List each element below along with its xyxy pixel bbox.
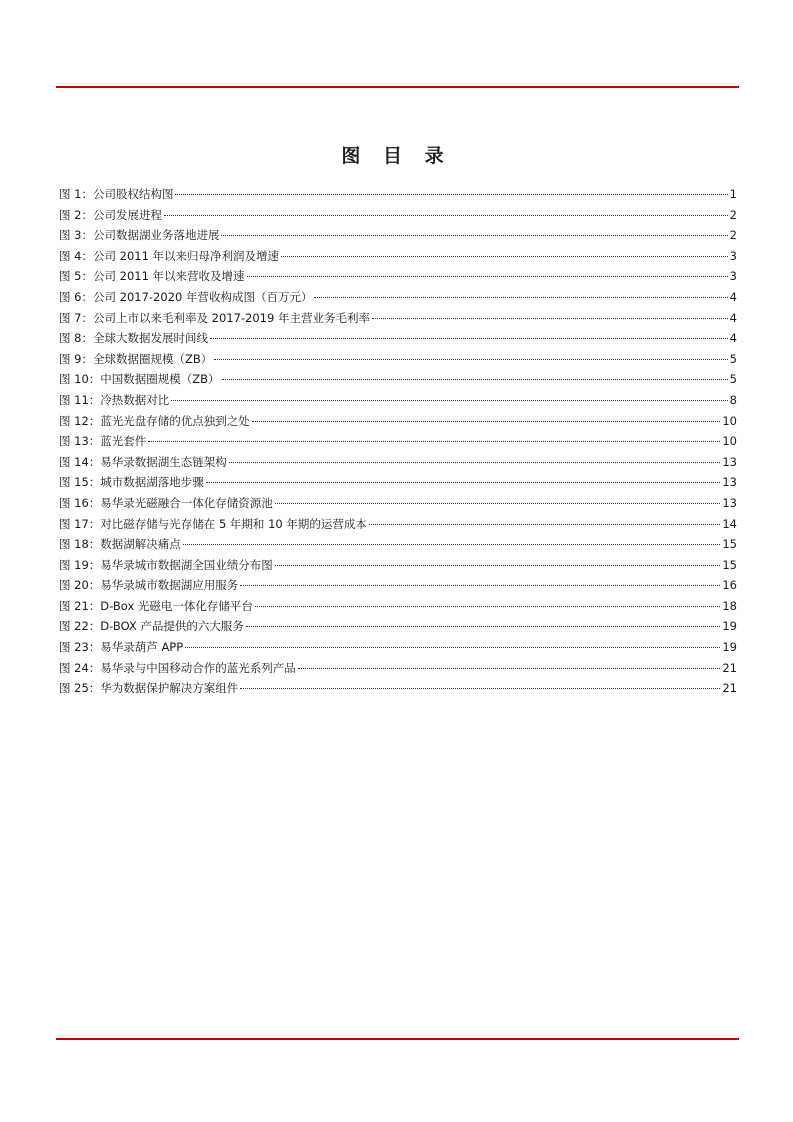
toc-entry-page-number: 15 xyxy=(722,557,737,572)
toc-entry-label: 图 8：全球大数据发展时间线 xyxy=(59,331,208,346)
toc-entry-label: 图 11：冷热数据对比 xyxy=(59,392,170,407)
dot-leader xyxy=(255,606,720,607)
dot-leader xyxy=(252,421,721,422)
toc-entry[interactable] xyxy=(59,433,737,454)
toc-entry-page-number: 21 xyxy=(722,681,737,696)
toc-entry-page-number: 8 xyxy=(729,392,737,407)
dot-leader xyxy=(222,379,728,380)
toc-entry[interactable] xyxy=(59,351,737,372)
toc-entry-label: 图 21：D-Box 光磁电一体化存储平台 xyxy=(59,598,253,613)
toc-entry-label: 图 20：易华录城市数据湖应用服务 xyxy=(59,578,239,593)
toc-entry[interactable] xyxy=(59,680,737,701)
toc-entry-label: 图 5：公司 2011 年以来营收及增速 xyxy=(59,269,245,284)
toc-entry-page-number: 15 xyxy=(722,537,737,552)
toc-entry[interactable] xyxy=(59,516,737,537)
dot-leader xyxy=(175,194,727,195)
toc-entry-page-number: 2 xyxy=(729,207,737,222)
toc-entry[interactable] xyxy=(59,495,737,516)
dot-leader xyxy=(247,276,728,277)
toc-entry-label: 图 16：易华录光磁融合一体化存储资源池 xyxy=(59,495,273,510)
toc-entry-label: 图 25：华为数据保护解决方案组件 xyxy=(59,681,239,696)
footer-rule xyxy=(56,1038,739,1040)
toc-entry[interactable] xyxy=(59,639,737,660)
dot-leader xyxy=(246,626,720,627)
toc-entry-page-number: 5 xyxy=(729,372,737,387)
header-rule xyxy=(56,86,739,88)
toc-entry-page-number: 2 xyxy=(729,228,737,243)
dot-leader xyxy=(221,235,727,236)
toc-entry-label: 图 19：易华录城市数据湖全国业绩分布图 xyxy=(59,557,273,572)
toc-entry-label: 图 14：易华录数据湖生态链架构 xyxy=(59,454,227,469)
toc-entry-label: 图 3：公司数据湖业务落地进展 xyxy=(59,228,220,243)
toc-entry-label: 图 4：公司 2011 年以来归母净利润及增速 xyxy=(59,248,280,263)
toc-entry[interactable] xyxy=(59,207,737,228)
toc-entry-label: 图 9：全球数据圈规模（ZB） xyxy=(59,351,213,366)
toc-entry-page-number: 18 xyxy=(722,598,737,613)
dot-leader xyxy=(372,318,728,319)
figure-list xyxy=(59,186,737,701)
toc-entry-label: 图 18：数据湖解决痛点 xyxy=(59,537,181,552)
toc-entry-label: 图 23：易华录葫芦 APP xyxy=(59,640,184,655)
toc-entry[interactable] xyxy=(59,454,737,475)
toc-entry-page-number: 16 xyxy=(722,578,737,593)
dot-leader xyxy=(148,441,720,442)
toc-entry[interactable] xyxy=(59,186,737,207)
toc-entry-label: 图 1：公司股权结构图 xyxy=(59,187,174,201)
toc-entry-page-number: 5 xyxy=(729,351,737,366)
dot-leader xyxy=(298,668,721,669)
toc-entry-label: 图 10：中国数据圈规模（ZB） xyxy=(59,372,220,387)
dot-leader xyxy=(240,688,720,689)
toc-entry-label: 图 12：蓝光光盘存储的优点独到之处 xyxy=(59,413,250,428)
toc-entry-page-number: 13 xyxy=(722,475,737,490)
toc-entry-page-number: 10 xyxy=(722,434,737,449)
toc-entry[interactable] xyxy=(59,536,737,557)
toc-entry[interactable] xyxy=(59,557,737,578)
toc-entry[interactable] xyxy=(59,248,737,269)
toc-entry-page-number: 3 xyxy=(729,269,737,284)
toc-entry[interactable] xyxy=(59,330,737,351)
toc-entry[interactable] xyxy=(59,474,737,495)
toc-entry[interactable] xyxy=(59,660,737,681)
toc-entry-label: 图 24：易华录与中国移动合作的蓝光系列产品 xyxy=(59,660,296,675)
dot-leader xyxy=(206,482,721,483)
toc-entry-page-number: 4 xyxy=(729,289,737,304)
toc-entry[interactable] xyxy=(59,577,737,598)
dot-leader xyxy=(275,503,721,504)
dot-leader xyxy=(314,297,727,298)
page-title: 图 目 录 xyxy=(341,145,452,167)
toc-entry-label: 图 13：蓝光套件 xyxy=(59,434,147,449)
toc-entry-page-number: 19 xyxy=(722,640,737,655)
toc-entry-page-number: 4 xyxy=(729,310,737,325)
dot-leader xyxy=(183,544,721,545)
toc-entry-page-number: 13 xyxy=(722,495,737,510)
dot-leader xyxy=(229,462,721,463)
dot-leader xyxy=(240,585,720,586)
toc-entry-page-number: 14 xyxy=(722,516,737,531)
toc-entry-page-number: 19 xyxy=(722,619,737,634)
toc-entry[interactable] xyxy=(59,310,737,331)
toc-entry-label: 图 17：对比磁存储与光存储在 5 年期和 10 年期的运营成本 xyxy=(59,516,367,531)
toc-entry[interactable] xyxy=(59,268,737,289)
dot-leader xyxy=(185,647,720,648)
toc-entry-page-number: 21 xyxy=(722,660,737,675)
toc-entry-label: 图 7：公司上市以来毛利率及 2017-2019 年主营业务毛利率 xyxy=(59,310,370,325)
toc-entry-label: 图 15：城市数据湖落地步骤 xyxy=(59,475,204,490)
toc-entry[interactable] xyxy=(59,413,737,434)
toc-entry-label: 图 6：公司 2017-2020 年营收构成图（百万元） xyxy=(59,289,313,304)
dot-leader xyxy=(214,359,727,360)
toc-entry[interactable] xyxy=(59,618,737,639)
dot-leader xyxy=(275,565,721,566)
dot-leader xyxy=(281,256,728,257)
toc-entry[interactable] xyxy=(59,598,737,619)
dot-leader xyxy=(369,524,721,525)
toc-entry-page-number: 1 xyxy=(729,187,737,201)
toc-entry[interactable] xyxy=(59,392,737,413)
toc-entry[interactable] xyxy=(59,289,737,310)
dot-leader xyxy=(171,400,727,401)
toc-entry-page-number: 4 xyxy=(729,331,737,346)
dot-leader xyxy=(164,215,728,216)
toc-entry[interactable] xyxy=(59,227,737,248)
toc-entry-label: 图 2：公司发展进程 xyxy=(59,207,162,222)
toc-entry-page-number: 10 xyxy=(722,413,737,428)
toc-entry-page-number: 13 xyxy=(722,454,737,469)
toc-entry[interactable] xyxy=(59,371,737,392)
toc-entry-label: 图 22：D-BOX 产品提供的六大服务 xyxy=(59,619,244,634)
toc-entry-page-number: 3 xyxy=(729,248,737,263)
dot-leader xyxy=(210,338,728,339)
